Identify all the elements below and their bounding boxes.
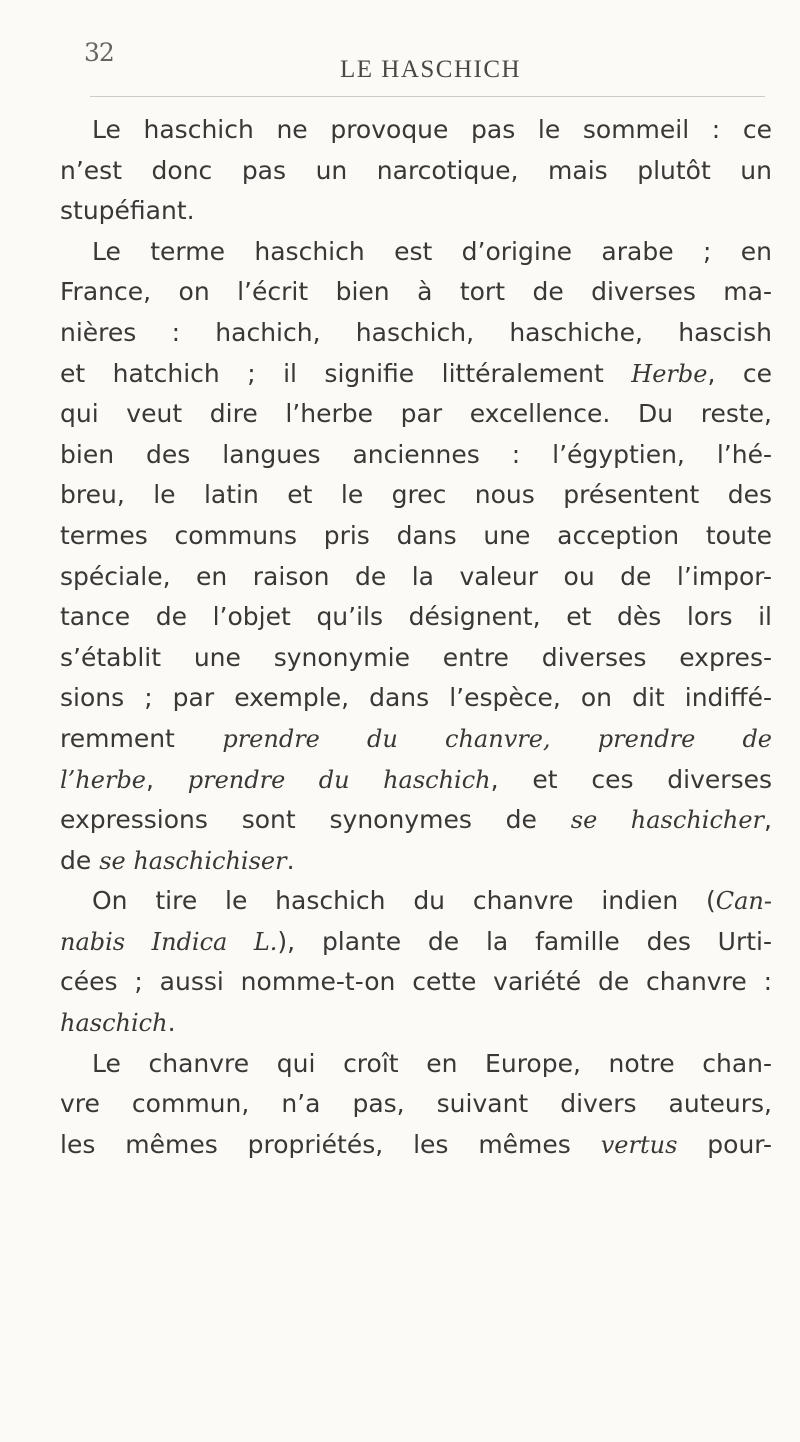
text-line: France, on l’écrit bien à tort de diverses ma- [60, 277, 772, 307]
italic-text: prendre du chanvre, prendre de [222, 724, 773, 753]
text-line: termes communs pris dans une acception toute [60, 520, 772, 550]
italic-text: nabis Indica L. [60, 927, 278, 956]
text-line: Le haschich ne provoque pas le sommeil : ce [92, 115, 772, 144]
running-title: LE HASCHICH [340, 56, 522, 83]
text-line: s’établit une synonymie entre diverses expres- [60, 642, 772, 672]
italic-text: vertus [600, 1130, 678, 1159]
text-line: de se haschichiser. [60, 845, 295, 875]
text-line: cées ; aussi nomme-t-on cette variété de chanvre : [60, 967, 772, 997]
italic-text: Can- [715, 887, 772, 916]
text-line: nabis Indica L.), plante de la famille des Urti- [60, 926, 773, 956]
text-line: qui veut dire l’herbe par excellence. Du reste, [60, 399, 772, 429]
text-line: stupéfiant. [60, 196, 195, 226]
italic-text: l’herbe [60, 765, 147, 794]
text-line: l’herbe, prendre du haschich, et ces diverses [60, 764, 773, 794]
text-line: On tire le haschich du chanvre indien (Can- [92, 886, 772, 916]
text-line: nières : hachich, haschich, haschiche, hascish [60, 317, 772, 347]
text-line: sions ; par exemple, dans l’espèce, on dit indiffé- [60, 683, 772, 713]
body-text [60, 110, 772, 1165]
italic-text: se haschicher [570, 806, 765, 835]
text-line: n’est donc pas un narcotique, mais plutôt un [60, 155, 772, 185]
italic-text: prendre du haschich [187, 765, 491, 794]
italic-text: haschich [60, 1009, 168, 1038]
text-line: les mêmes propriétés, les mêmes vertus pour- [60, 1129, 773, 1159]
text-line: et hatchich ; il signifie littéralement Herbe, ce [60, 358, 772, 388]
text-line: expressions sont synonymes de se haschicher, [60, 805, 772, 835]
text-line: spéciale, en raison de la valeur ou de l’impor- [60, 561, 772, 591]
text-line: tance de l’objet qu’ils désignent, et dès lors il [60, 602, 772, 632]
header-rule [90, 96, 765, 97]
text-line: Le chanvre qui croît en Europe, notre chan- [92, 1048, 772, 1078]
text-line: Le terme haschich est d’origine arabe ; en [92, 236, 772, 266]
text-line: vre commun, n’a pas, suivant divers auteurs, [60, 1089, 772, 1119]
italic-text: se haschichiser [99, 846, 287, 875]
text-line: breu, le latin et le grec nous présentent des [60, 480, 772, 510]
page-number: 32 [84, 38, 114, 67]
italic-text: Herbe [631, 359, 708, 388]
text-line: haschich. [60, 1008, 176, 1038]
text-line: remment prendre du chanvre, prendre de [60, 723, 773, 753]
text-line: bien des langues anciennes : l’égyptien, l’hé- [60, 439, 772, 469]
